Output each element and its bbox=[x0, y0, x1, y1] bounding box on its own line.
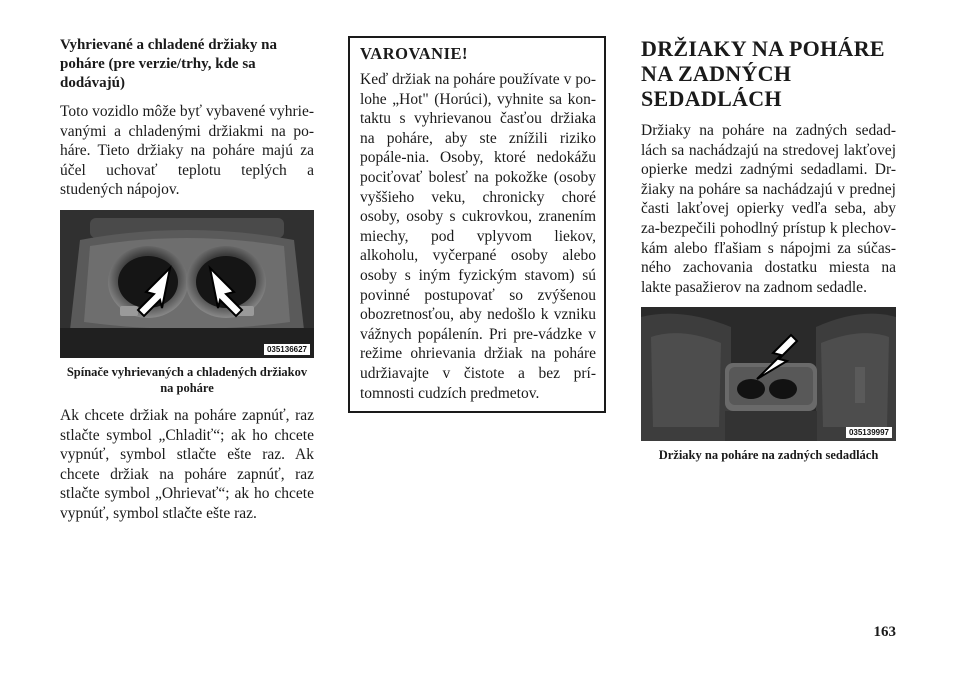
middle-column bbox=[348, 36, 606, 413]
rear-cupholders-illustration bbox=[641, 307, 896, 441]
section-heading: DRŽIAKY NA POHÁRE NA ZADNÝCH SEDADLÁCH bbox=[641, 36, 885, 111]
warning-text: Keď držiak na poháre používate v po-lohe „Hot" (Horúci), vyhnite sa kon-taktu s vyhrievanou časťou držiaka na poháre, aby ste znížili riziko popále-nia. Osoby, ktoré nedokážu pociťovať bolesť na pokožke (osoby vyššieho veku, chronicky choré osoby, osoby s cukrovkou, zranením miechy, pod vplyvom liekov, alkoholu, vyčerpané osoby alebo osoby s iným fyzickým stavom) sú povinné postupovať so zvýšenou obozretnosťou, aby nedošlo k vzniku vážnych popálenín. Pri pre-vádzke v režime ohrievania držiak na poháre udržiavajte v čistote a bez prí-tomnosti cudzích predmetov. bbox=[360, 71, 596, 402]
cupholder-switches-illustration bbox=[60, 210, 314, 358]
figure-code: 035136627 bbox=[264, 344, 310, 355]
figure-caption: Spínače vyhrievaných a chladených držiakov na poháre bbox=[66, 364, 308, 395]
instructions-paragraph: Ak chcete držiak na poháre zapnúť, raz stlačte symbol „Chladiť“; ak ho chcete vypnúť, symbol stlačte ešte raz. Ak chcete držiak na poháre zapnúť, raz stlačte symbol „Ohrievať“; ak ho chcete vypnúť, symbol stlačte ešte raz. bbox=[60, 406, 314, 522]
heated-cooled-cupholders-subheading: Vyhrievané a chladené držiaky na poháre (pre verzie/trhy, kde sa dodávajú) bbox=[60, 37, 277, 91]
rear-cupholders-photo bbox=[641, 307, 896, 441]
cupholder-switches-photo bbox=[60, 210, 314, 358]
right-column bbox=[641, 36, 896, 473]
left-column bbox=[60, 36, 314, 534]
warning-title: VAROVANIE! bbox=[360, 44, 468, 63]
page-number: 163 bbox=[873, 624, 896, 640]
figure-caption: Držiaky na poháre na zadných sedadlách bbox=[658, 448, 879, 463]
intro-paragraph: Toto vozidlo môže byť vybavené vyhrie-vanými a chladenými držiakmi na po-háre. Tieto držiaky na poháre majú za účel uchovať teplotu teplých a studených nápojov. bbox=[60, 103, 314, 199]
rear-cupholders-paragraph: Držiaky na poháre na zadných sedad-lách sa nachádzajú na stredovej lakťovej opierke medzi zadnými sedadlami. Dr-žiaky na poháre sa nachádzajú v prednej časti lakťovej opierky vedľa seba, aby za-bezpečili pohodlný prístup k plechov-kám alebo fľašiam s nápojmi za súčas-ného zachovania dostatku miesta na lakte pasažierov na zadnom sedadle. bbox=[641, 122, 896, 296]
figure-code: 035139997 bbox=[846, 427, 892, 438]
warning-box bbox=[348, 36, 606, 413]
